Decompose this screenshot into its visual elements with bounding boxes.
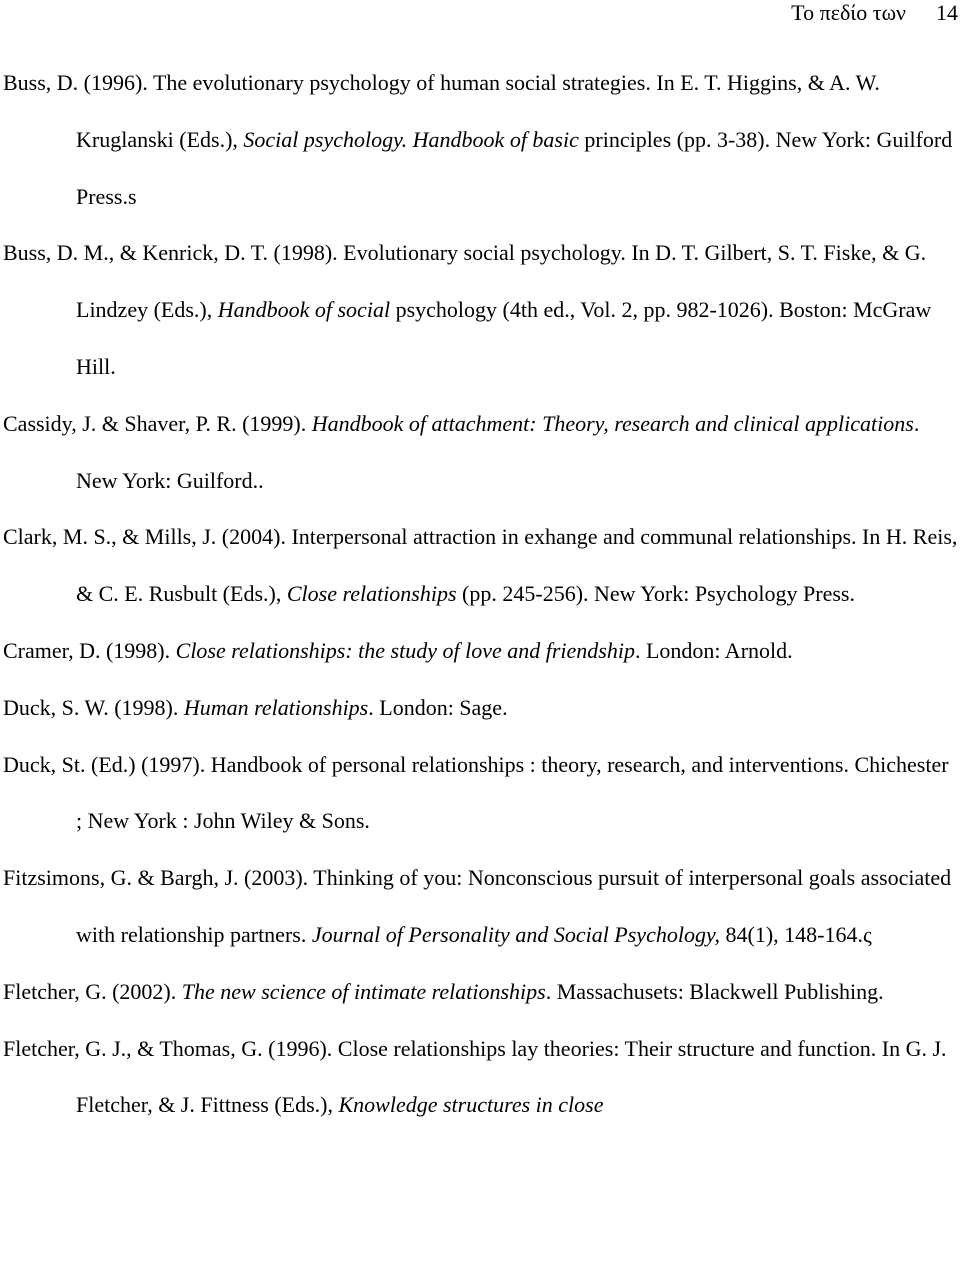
reference-text: Buss, D. (1996). The evolutionary psychology of human social strategies. In E. T. Higgins, & A. W. Kruglanski (Eds.), — [3, 70, 880, 152]
reference-entry — [3, 850, 958, 964]
reference-italic-title: The new science of intimate relationships — [181, 978, 546, 1004]
reference-text: Cassidy, J. & Shaver, P. R. (1999). — [3, 410, 312, 436]
running-head — [791, 0, 958, 26]
reference-list — [3, 55, 958, 1134]
reference-entry — [3, 55, 958, 225]
reference-italic-title: Close relationships — [286, 581, 457, 607]
reference-entry — [3, 225, 958, 395]
reference-text: Fletcher, G. (2002). — [3, 978, 182, 1004]
reference-text: Duck, St. (Ed.) (1997). Handbook of personal relationships : theory, research, and interventions. Chichester ; New York : John Wiley & Sons. — [3, 751, 949, 834]
reference-text: 84(1), 148-164.ς — [720, 921, 872, 947]
reference-italic-title: Journal of Personality and Social Psychology, — [311, 921, 721, 947]
reference-entry — [3, 737, 958, 851]
page-number: 14 — [936, 0, 958, 25]
reference-italic-title: Handbook of social — [217, 297, 391, 323]
reference-italic-title: Knowledge structures in close — [338, 1092, 604, 1118]
reference-text: Cramer, D. (1998). — [3, 637, 176, 663]
reference-text: (pp. 245-256). New York: Psychology Press. — [456, 581, 855, 607]
reference-italic-title: Human relationships — [183, 694, 369, 720]
reference-text: . London: Sage. — [368, 694, 508, 720]
reference-text: . London: Arnold. — [634, 637, 793, 663]
reference-text: Clark, M. S., & Mills, J. (2004). Interpersonal attraction in exhange and communal relationships. In H. Reis, & C. E. Rusbult (Eds.), — [3, 524, 958, 607]
reference-entry — [3, 623, 958, 680]
running-head-title: Το πεδίο των — [791, 0, 906, 25]
reference-entry — [3, 1021, 958, 1135]
reference-entry — [3, 964, 958, 1021]
reference-text: . New York: Guilford.. — [76, 410, 920, 493]
reference-text: psychology (4th ed., Vol. 2, pp. 982-1026). Boston: McGraw Hill. — [76, 297, 932, 379]
reference-text: principles (pp. 3-38). New York: Guilford Press.s — [76, 126, 953, 209]
reference-entry — [3, 509, 958, 623]
reference-entry — [3, 396, 958, 510]
reference-text: Duck, S. W. (1998). — [3, 694, 184, 720]
reference-italic-title: Handbook of attachment: Theory, research and clinical applications — [311, 410, 914, 436]
reference-text: . Massachusets: Blackwell Publishing. — [545, 978, 884, 1004]
reference-text: Fletcher, G. J., & Thomas, G. (1996). Close relationships lay theories: Their structure and function. In G. J. Fletcher, & J. Fittness (Eds.), — [3, 1035, 947, 1118]
reference-text: Fitzsimons, G. & Bargh, J. (2003). Thinking of you: Nonconscious pursuit of interpersonal goals associated with relationship partners. — [3, 865, 952, 947]
reference-text: Buss, D. M., & Kenrick, D. T. (1998). Evolutionary social psychology. In D. T. Gilbert, S. T. Fiske, & G. Lindzey (Eds.), — [3, 240, 927, 323]
reference-italic-title: Social psychology. Handbook of basic — [243, 126, 579, 152]
reference-italic-title: Close relationships: the study of love and friendship — [175, 637, 635, 663]
reference-entry — [3, 680, 958, 737]
